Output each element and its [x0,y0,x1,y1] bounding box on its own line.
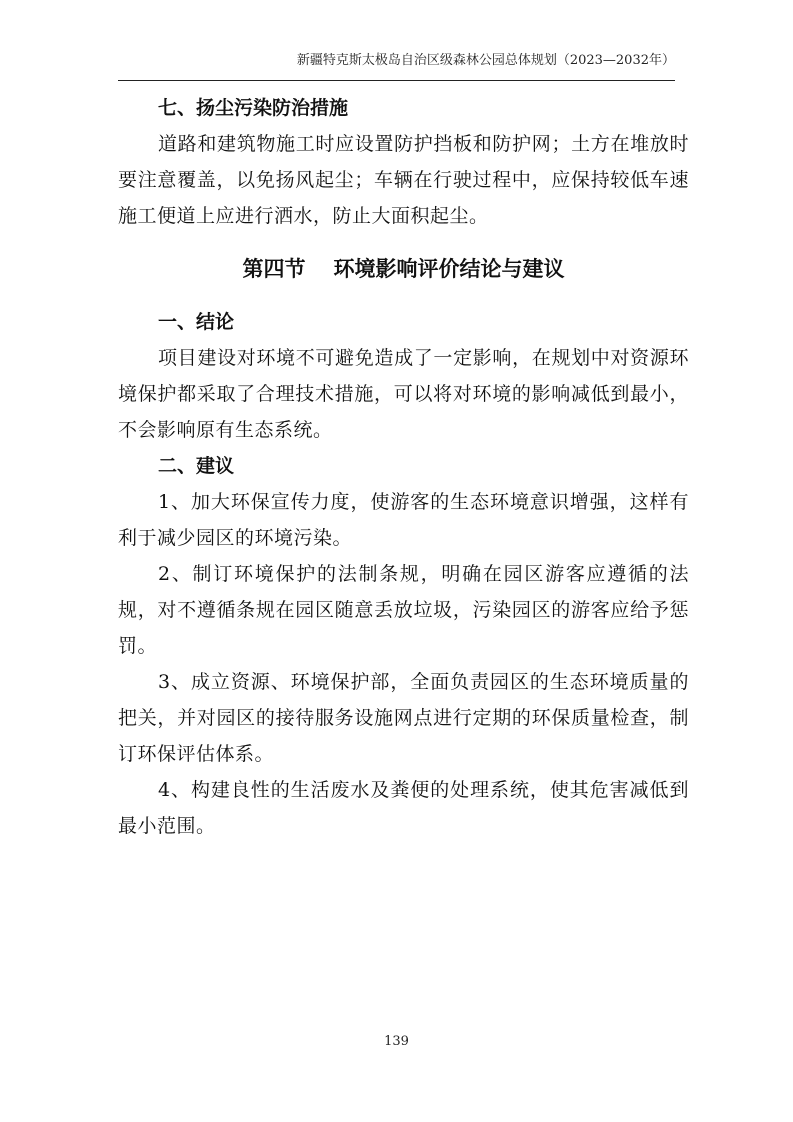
dust-control-heading: 七、扬尘污染防治措施 [158,97,349,119]
page-number: 139 [384,1034,409,1049]
section-number: 第四节 [242,257,306,281]
section-name: 环境影响评价结论与建议 [333,257,565,281]
suggestion-item-2: 2、制订环境保护的法制条规，明确在园区游客应遵循的法规，对不遵循条规在园区随意丢放垃圾，污染园区的游客应给予惩罚。 [118,563,689,657]
conclusion-heading: 一、结论 [158,311,235,333]
header-title: 新疆特克斯太极岛自治区级森林公园总体规划（2023—2032年） [296,53,675,68]
page-header [118,50,675,81]
suggestion-item-3: 3、成立资源、环境保护部，全面负责园区的生态环境质量的把关，并对园区的接待服务设施网点进行定期的环保质量检查，制订环保评估体系。 [118,671,689,765]
suggestion-item-4: 4、构建良性的生活废水及粪便的处理系统，使其危害减低到最小范围。 [118,779,689,837]
section-title [118,251,689,287]
suggestions-heading: 二、建议 [158,455,235,477]
dust-control-paragraph: 道路和建筑物施工时应设置防护挡板和防护网；土方在堆放时要注意覆盖，以免扬风起尘；车辆在行驶过程中，应保持较低车速施工便道上应进行洒水，防止大面积起尘。 [118,133,689,227]
conclusion-paragraph: 项目建设对环境不可避免造成了一定影响，在规划中对资源环境保护都采取了合理技术措施，可以将对环境的影响减低到最小，不会影响原有生态系统。 [118,347,689,441]
suggestion-item-1: 1、加大环保宣传力度，使游客的生态环境意识增强，这样有利于减少园区的环境污染。 [118,491,689,549]
document-body [118,90,689,844]
